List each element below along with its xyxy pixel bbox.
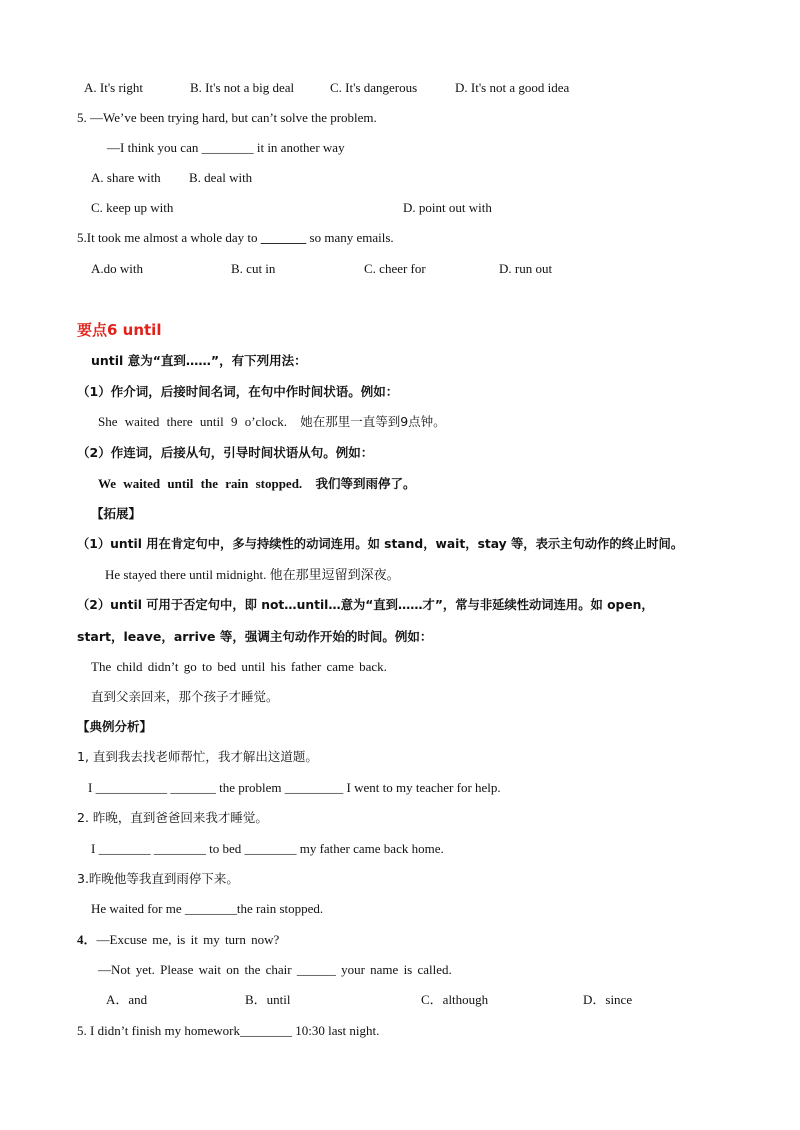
q5b-option-b: B. cut in bbox=[231, 261, 276, 276]
extension-1: （1）until 用在肯定句中，多与持续性的动词连用。如 stand，wait，stay 等，表示主句动作的终止时间。 bbox=[77, 537, 684, 551]
analysis-q4-stem-text: —Excuse me, is it my turn now? bbox=[96, 932, 280, 947]
analysis-q3-cn: 3.昨晚他等我直到雨停下来。 bbox=[77, 871, 239, 886]
extension-label: 【拓展】 bbox=[91, 506, 142, 521]
section-intro: until 意为“直到……”，有下列用法： bbox=[91, 353, 307, 368]
extension-2-line2: start，leave，arrive 等，强调主句动作开始的时间。例如： bbox=[77, 629, 433, 644]
usage-1-example-cn: 她在那里一直等到9点钟。 bbox=[300, 414, 446, 429]
analysis-q2-en: I ________ ________ to bed ________ my father came back home. bbox=[91, 841, 444, 856]
usage-2-example-en: We waited until the rain stopped. bbox=[98, 476, 303, 491]
q5b-blank: _______ bbox=[260, 230, 307, 245]
extension-1-example: He stayed there until midnight. 他在那里逗留到深夜。 bbox=[105, 567, 400, 582]
analysis-q2-cn: 2. 昨晚，直到爸爸回来我才睡觉。 bbox=[77, 810, 268, 825]
usage-2-example-cn: 我们等到雨停了。 bbox=[315, 476, 416, 491]
analysis-q1-en: I ___________ _______ the problem _________ I went to my teacher for help. bbox=[88, 780, 501, 795]
option-d: D. It's not a good idea bbox=[455, 80, 570, 95]
q5b-stem bbox=[77, 229, 394, 247]
extension-2-example-en: The child didn’t go to bed until his father came back. bbox=[91, 659, 387, 674]
option-b: B. It's not a big deal bbox=[190, 80, 295, 95]
analysis-q3-en: He waited for me ________the rain stopped. bbox=[91, 901, 324, 916]
q5b-stem-pre: 5.It took me almost a whole day to bbox=[77, 230, 261, 245]
analysis-q4-option-d: D．since bbox=[583, 992, 633, 1007]
usage-1-example bbox=[98, 413, 446, 431]
analysis-q4-stem bbox=[77, 931, 279, 949]
q5b-stem-post: so many emails. bbox=[306, 230, 394, 245]
extension-2-example-cn: 直到父亲回来，那个孩子才睡觉。 bbox=[91, 689, 279, 704]
extension-2-line1: （2）until 可用于否定句中，即 not…until…意为“直到……才”，常与非延续性动词连用。如 open， bbox=[77, 598, 654, 612]
option-a: A. It's right bbox=[84, 80, 144, 95]
q5a-option-d: D. point out with bbox=[403, 200, 492, 215]
analysis-q4-option-b: B．until bbox=[245, 992, 291, 1007]
option-c: C. It's dangerous bbox=[330, 80, 418, 95]
q5b-option-d: D. run out bbox=[499, 261, 553, 276]
q5a-option-b: B. deal with bbox=[189, 170, 253, 185]
usage-1: （1）作介词，后接时间名词，在句中作时间状语。例如： bbox=[77, 384, 399, 399]
usage-2: （2）作连词，后接从句，引导时间状语从句。例如： bbox=[77, 445, 374, 460]
analysis-q4-option-a: A．and bbox=[106, 992, 148, 1007]
analysis-q4-number: 4． bbox=[77, 932, 97, 947]
analysis-q4-reply: —Not yet. Please wait on the chair ______ your name is called. bbox=[98, 962, 452, 977]
q5a-reply: —I think you can ________ it in another way bbox=[107, 140, 345, 155]
analysis-q5: 5. I didn’t finish my homework________ 10:30 last night. bbox=[77, 1023, 380, 1038]
usage-1-example-en: She waited there until 9 o’clock. bbox=[98, 414, 287, 429]
q5a-option-c: C. keep up with bbox=[91, 200, 174, 215]
q5b-option-c: C. cheer for bbox=[364, 261, 426, 276]
q5a-option-a: A. share with bbox=[91, 170, 161, 185]
analysis-q1-cn: 1, 直到我去找老师帮忙，我才解出这道题。 bbox=[77, 749, 318, 764]
analysis-label: 【典例分析】 bbox=[77, 719, 153, 734]
usage-2-example bbox=[98, 475, 415, 493]
analysis-q4-option-c: C．although bbox=[421, 992, 489, 1007]
q5a-stem: 5. —We’ve been trying hard, but can’t solve the problem. bbox=[77, 110, 377, 125]
section-heading: 要点6 until bbox=[77, 321, 162, 339]
q5b-option-a: A.do with bbox=[91, 261, 143, 276]
